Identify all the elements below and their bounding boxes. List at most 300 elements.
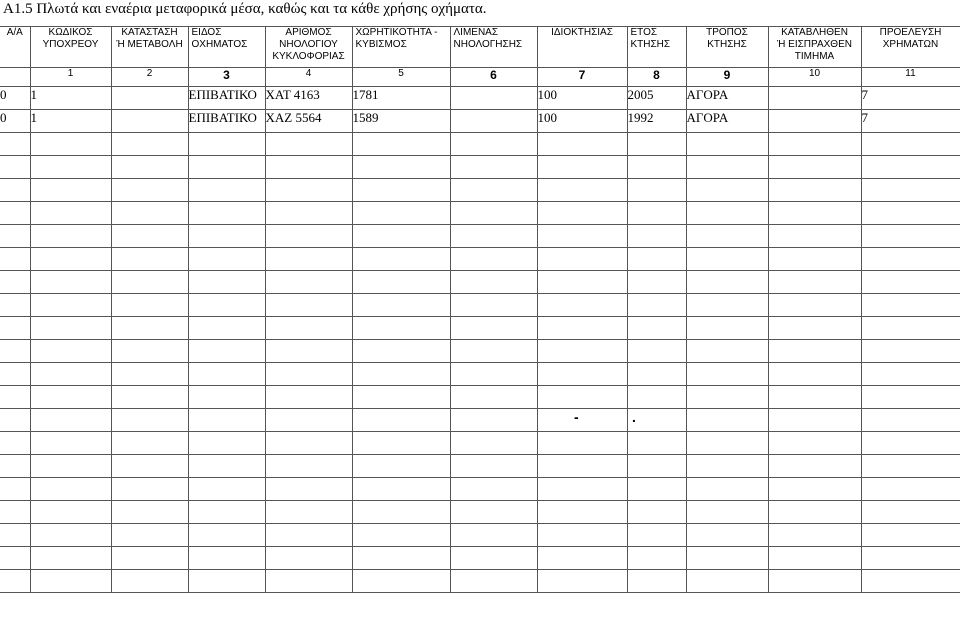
empty-cell	[265, 133, 352, 156]
empty-cell	[352, 524, 450, 547]
empty-cell	[537, 294, 627, 317]
empty-row	[0, 271, 960, 294]
empty-cell	[352, 455, 450, 478]
empty-row	[0, 501, 960, 524]
empty-cell	[450, 133, 537, 156]
empty-row	[0, 524, 960, 547]
empty-cell	[352, 225, 450, 248]
empty-cell	[686, 294, 768, 317]
empty-cell	[0, 432, 30, 455]
empty-row	[0, 202, 960, 225]
empty-cell	[188, 547, 265, 570]
empty-row	[0, 570, 960, 593]
empty-cell	[0, 225, 30, 248]
empty-row	[0, 248, 960, 271]
empty-cell	[768, 570, 861, 593]
empty-cell	[686, 133, 768, 156]
empty-cell	[768, 386, 861, 409]
empty-cell	[265, 179, 352, 202]
empty-cell	[188, 478, 265, 501]
header-proeleusi: ΠΡΟΕΛΕΥΣΗ ΧΡΗΜΑΤΩΝ	[861, 27, 960, 68]
empty-cell	[450, 501, 537, 524]
empty-cell	[265, 501, 352, 524]
empty-cell	[450, 547, 537, 570]
empty-cell	[686, 478, 768, 501]
empty-cell	[111, 133, 188, 156]
empty-cell	[861, 455, 960, 478]
empty-cell	[111, 524, 188, 547]
header-etos: ΕΤΟΣ ΚΤΗΣΗΣ	[627, 27, 686, 68]
empty-cell	[686, 432, 768, 455]
empty-cell	[265, 432, 352, 455]
empty-cell	[0, 478, 30, 501]
empty-cell	[352, 547, 450, 570]
empty-cell	[450, 317, 537, 340]
empty-cell	[537, 271, 627, 294]
col-number: 10	[768, 68, 861, 87]
empty-cell	[30, 570, 111, 593]
empty-cell	[0, 317, 30, 340]
empty-cell	[627, 133, 686, 156]
empty-cell	[188, 271, 265, 294]
empty-cell	[627, 524, 686, 547]
cell-xoritikotita: 1781	[352, 87, 450, 110]
empty-cell	[686, 363, 768, 386]
empty-cell	[0, 570, 30, 593]
empty-cell	[265, 225, 352, 248]
cell-etos: 2005	[627, 87, 686, 110]
empty-cell	[537, 340, 627, 363]
empty-cell	[30, 455, 111, 478]
cell-tropos: ΑΓΟΡΑ	[686, 87, 768, 110]
empty-cell	[537, 409, 627, 432]
cell-idioktisia: 100	[537, 87, 627, 110]
cell-kodikos: 1	[30, 87, 111, 110]
empty-cell	[861, 179, 960, 202]
empty-cell	[352, 432, 450, 455]
empty-cell	[537, 156, 627, 179]
empty-cell	[861, 248, 960, 271]
empty-cell	[627, 248, 686, 271]
empty-cell	[686, 524, 768, 547]
empty-cell	[768, 455, 861, 478]
empty-cell	[861, 524, 960, 547]
empty-cell	[768, 432, 861, 455]
empty-cell	[188, 363, 265, 386]
empty-cell	[768, 478, 861, 501]
empty-cell	[450, 271, 537, 294]
empty-row	[0, 133, 960, 156]
empty-cell	[861, 340, 960, 363]
empty-cell	[768, 156, 861, 179]
empty-cell	[188, 455, 265, 478]
cell-tropos: ΑΓΟΡΑ	[686, 110, 768, 133]
cell-xoritikotita: 1589	[352, 110, 450, 133]
empty-cell	[30, 179, 111, 202]
empty-cell	[627, 570, 686, 593]
empty-cell	[188, 179, 265, 202]
empty-cell	[188, 432, 265, 455]
empty-cell	[30, 547, 111, 570]
empty-cell	[111, 340, 188, 363]
empty-cell	[0, 455, 30, 478]
empty-cell	[188, 409, 265, 432]
empty-cell	[0, 248, 30, 271]
empty-cell	[265, 317, 352, 340]
empty-cell	[537, 501, 627, 524]
empty-cell	[627, 340, 686, 363]
empty-cell	[537, 432, 627, 455]
empty-cell	[111, 501, 188, 524]
empty-cell	[537, 248, 627, 271]
col-number: 5	[352, 68, 450, 87]
empty-cell	[768, 225, 861, 248]
empty-cell	[861, 271, 960, 294]
cell-eidos: ΕΠΙΒΑΤΙΚΟ	[188, 110, 265, 133]
header-xoritikotita: ΧΩΡΗΤΙΚΟΤΗΤΑ - ΚΥΒΙΣΜΟΣ	[352, 27, 450, 68]
empty-cell	[861, 570, 960, 593]
empty-cell	[30, 340, 111, 363]
empty-cell	[627, 478, 686, 501]
empty-cell	[30, 202, 111, 225]
empty-cell	[537, 363, 627, 386]
header-arithmos: ΑΡΙΘΜΟΣ ΝΗΟΛΟΓΙΟΥ ΚΥΚΛΟΦΟΡΙΑΣ	[265, 27, 352, 68]
empty-cell	[188, 386, 265, 409]
empty-row	[0, 156, 960, 179]
empty-cell	[0, 133, 30, 156]
empty-cell	[265, 570, 352, 593]
empty-cell	[537, 524, 627, 547]
empty-row	[0, 294, 960, 317]
empty-cell	[0, 340, 30, 363]
empty-cell	[861, 294, 960, 317]
header-limenas: ΛΙΜΕΝΑΣ ΝΗΟΛΟΓΗΣΗΣ	[450, 27, 537, 68]
empty-cell	[861, 432, 960, 455]
cell-arithmos: ΧΑΤ 4163	[265, 87, 352, 110]
empty-cell	[768, 317, 861, 340]
empty-cell	[861, 317, 960, 340]
empty-cell	[861, 225, 960, 248]
empty-cell	[352, 363, 450, 386]
page-title: A1.5 Πλωτά και εναέρια μεταφορικά μέσα, καθώς και τα κάθε χρήσης οχήματα.	[3, 1, 487, 17]
cell-kodikos: 1	[30, 110, 111, 133]
empty-cell	[111, 570, 188, 593]
empty-cell	[30, 501, 111, 524]
empty-cell	[0, 547, 30, 570]
empty-cell	[111, 225, 188, 248]
empty-cell	[861, 501, 960, 524]
header-kodikos: ΚΩΔΙΚΟΣ ΥΠΟΧΡΕΟΥ	[30, 27, 111, 68]
col-number: 2	[111, 68, 188, 87]
empty-cell	[111, 478, 188, 501]
empty-cell	[686, 225, 768, 248]
empty-cell	[0, 386, 30, 409]
empty-cell	[450, 455, 537, 478]
empty-cell	[0, 271, 30, 294]
empty-row	[0, 547, 960, 570]
cell-katavlithen	[768, 87, 861, 110]
table-row	[0, 110, 960, 133]
empty-cell	[768, 363, 861, 386]
vehicles-table	[0, 26, 960, 593]
empty-cell	[450, 294, 537, 317]
empty-cell	[111, 248, 188, 271]
empty-cell	[537, 386, 627, 409]
col-number: 9	[686, 68, 768, 87]
empty-row	[0, 340, 960, 363]
empty-cell	[188, 570, 265, 593]
empty-cell	[0, 156, 30, 179]
empty-cell	[686, 501, 768, 524]
empty-cell	[265, 455, 352, 478]
cell-proeleusi: 7	[861, 87, 960, 110]
empty-cell	[450, 570, 537, 593]
dot-mark: .	[632, 409, 636, 425]
empty-cell	[30, 409, 111, 432]
cell-katavlithen	[768, 110, 861, 133]
cell-proeleusi: 7	[861, 110, 960, 133]
header-eidos: ΕΙΔΟΣ ΟΧΗΜΑΤΟΣ	[188, 27, 265, 68]
empty-cell	[111, 271, 188, 294]
empty-cell	[265, 386, 352, 409]
empty-cell	[30, 524, 111, 547]
empty-cell	[188, 202, 265, 225]
empty-cell	[188, 225, 265, 248]
empty-cell	[768, 547, 861, 570]
empty-cell	[0, 524, 30, 547]
empty-cell	[537, 202, 627, 225]
empty-cell	[352, 501, 450, 524]
empty-cell	[352, 179, 450, 202]
col-number: 1	[30, 68, 111, 87]
empty-cell	[537, 225, 627, 248]
empty-cell	[30, 363, 111, 386]
dash-mark: -	[574, 409, 579, 425]
col-number: 4	[265, 68, 352, 87]
empty-cell	[686, 570, 768, 593]
empty-cell	[686, 179, 768, 202]
empty-cell	[627, 501, 686, 524]
cell-aa: 0	[0, 110, 30, 133]
empty-row	[0, 432, 960, 455]
empty-cell	[537, 547, 627, 570]
empty-cell	[537, 455, 627, 478]
col-number: 6	[450, 68, 537, 87]
cell-katastasi	[111, 110, 188, 133]
empty-row	[0, 478, 960, 501]
empty-cell	[111, 432, 188, 455]
empty-cell	[30, 432, 111, 455]
header-aa: Α/Α	[0, 27, 30, 68]
cell-eidos: ΕΠΙΒΑΤΙΚΟ	[188, 87, 265, 110]
empty-cell	[768, 202, 861, 225]
empty-cell	[768, 409, 861, 432]
empty-cell	[627, 317, 686, 340]
empty-cell	[768, 294, 861, 317]
empty-cell	[450, 248, 537, 271]
empty-cell	[30, 133, 111, 156]
empty-row	[0, 225, 960, 248]
empty-cell	[30, 156, 111, 179]
empty-cell	[627, 363, 686, 386]
empty-row	[0, 317, 960, 340]
header-katavlithen: ΚΑΤΑΒΛΗΘΕΝ Ή ΕΙΣΠΡΑΧΘΕΝ ΤΙΜΗΜΑ	[768, 27, 861, 68]
empty-cell	[352, 271, 450, 294]
empty-cell	[686, 317, 768, 340]
empty-cell	[450, 363, 537, 386]
empty-cell	[352, 409, 450, 432]
empty-cell	[265, 248, 352, 271]
empty-cell	[30, 478, 111, 501]
empty-cell	[188, 340, 265, 363]
empty-cell	[450, 179, 537, 202]
empty-cell	[30, 294, 111, 317]
empty-cell	[627, 202, 686, 225]
empty-cell	[0, 294, 30, 317]
empty-cell	[686, 340, 768, 363]
empty-cell	[686, 386, 768, 409]
empty-cell	[627, 156, 686, 179]
col-number: 7	[537, 68, 627, 87]
empty-cell	[352, 294, 450, 317]
empty-row	[0, 455, 960, 478]
empty-cell	[686, 271, 768, 294]
empty-rows	[0, 133, 960, 593]
empty-row	[0, 179, 960, 202]
empty-cell	[352, 317, 450, 340]
empty-cell	[0, 363, 30, 386]
empty-cell	[30, 225, 111, 248]
empty-cell	[265, 409, 352, 432]
empty-cell	[188, 524, 265, 547]
header-katastasi: ΚΑΤΑΣΤΑΣΗ Ή ΜΕΤΑΒΟΛΗ	[111, 27, 188, 68]
empty-cell	[352, 570, 450, 593]
empty-cell	[352, 386, 450, 409]
empty-cell	[450, 340, 537, 363]
col-number: 11	[861, 68, 960, 87]
empty-cell	[768, 501, 861, 524]
empty-cell	[111, 294, 188, 317]
empty-cell	[627, 547, 686, 570]
empty-cell	[188, 317, 265, 340]
empty-cell	[111, 179, 188, 202]
empty-cell	[265, 271, 352, 294]
empty-cell	[627, 179, 686, 202]
empty-cell	[768, 524, 861, 547]
empty-cell	[627, 455, 686, 478]
cell-arithmos: ΧΑΖ 5564	[265, 110, 352, 133]
col-number: 8	[627, 68, 686, 87]
empty-cell	[450, 478, 537, 501]
cell-aa: 0	[0, 87, 30, 110]
header-tropos: ΤΡΟΠΟΣ ΚΤΗΣΗΣ	[686, 27, 768, 68]
empty-cell	[861, 409, 960, 432]
empty-cell	[768, 179, 861, 202]
empty-cell	[686, 409, 768, 432]
empty-cell	[265, 547, 352, 570]
empty-cell	[537, 179, 627, 202]
empty-cell	[265, 294, 352, 317]
empty-cell	[627, 294, 686, 317]
empty-cell	[450, 409, 537, 432]
empty-cell	[686, 455, 768, 478]
empty-cell	[450, 202, 537, 225]
empty-cell	[768, 271, 861, 294]
empty-cell	[111, 547, 188, 570]
empty-cell	[188, 133, 265, 156]
cell-limenas	[450, 87, 537, 110]
empty-cell	[111, 455, 188, 478]
empty-cell	[861, 202, 960, 225]
empty-cell	[30, 386, 111, 409]
empty-cell	[265, 340, 352, 363]
empty-cell	[686, 156, 768, 179]
empty-cell	[111, 386, 188, 409]
column-number-row	[0, 68, 960, 87]
empty-cell	[861, 547, 960, 570]
empty-cell	[352, 202, 450, 225]
empty-cell	[450, 432, 537, 455]
empty-cell	[450, 386, 537, 409]
empty-cell	[352, 248, 450, 271]
empty-cell	[537, 570, 627, 593]
cell-katastasi	[111, 87, 188, 110]
empty-cell	[188, 156, 265, 179]
empty-cell	[768, 133, 861, 156]
empty-cell	[686, 547, 768, 570]
empty-cell	[111, 156, 188, 179]
empty-cell	[537, 478, 627, 501]
empty-cell	[627, 225, 686, 248]
empty-cell	[352, 478, 450, 501]
empty-cell	[188, 248, 265, 271]
empty-cell	[768, 340, 861, 363]
empty-cell	[537, 317, 627, 340]
empty-cell	[861, 478, 960, 501]
empty-cell	[861, 133, 960, 156]
empty-cell	[265, 202, 352, 225]
cell-limenas	[450, 110, 537, 133]
empty-cell	[188, 501, 265, 524]
empty-cell	[111, 363, 188, 386]
empty-cell	[352, 133, 450, 156]
empty-cell	[265, 363, 352, 386]
empty-cell	[768, 248, 861, 271]
empty-cell	[627, 386, 686, 409]
empty-cell	[265, 524, 352, 547]
empty-cell	[265, 478, 352, 501]
empty-cell	[627, 271, 686, 294]
empty-cell	[0, 501, 30, 524]
header-idioktisia: ΙΔΙΟΚΤΗΣΙΑΣ	[537, 27, 627, 68]
empty-cell	[30, 271, 111, 294]
empty-cell	[627, 432, 686, 455]
empty-cell	[861, 386, 960, 409]
empty-cell	[352, 156, 450, 179]
empty-cell	[111, 409, 188, 432]
empty-cell	[111, 317, 188, 340]
empty-cell	[0, 179, 30, 202]
empty-cell	[861, 363, 960, 386]
empty-cell	[188, 294, 265, 317]
cell-idioktisia: 100	[537, 110, 627, 133]
empty-row	[0, 363, 960, 386]
empty-cell	[861, 156, 960, 179]
empty-cell	[686, 202, 768, 225]
empty-cell	[450, 156, 537, 179]
empty-cell	[111, 202, 188, 225]
cell-etos: 1992	[627, 110, 686, 133]
